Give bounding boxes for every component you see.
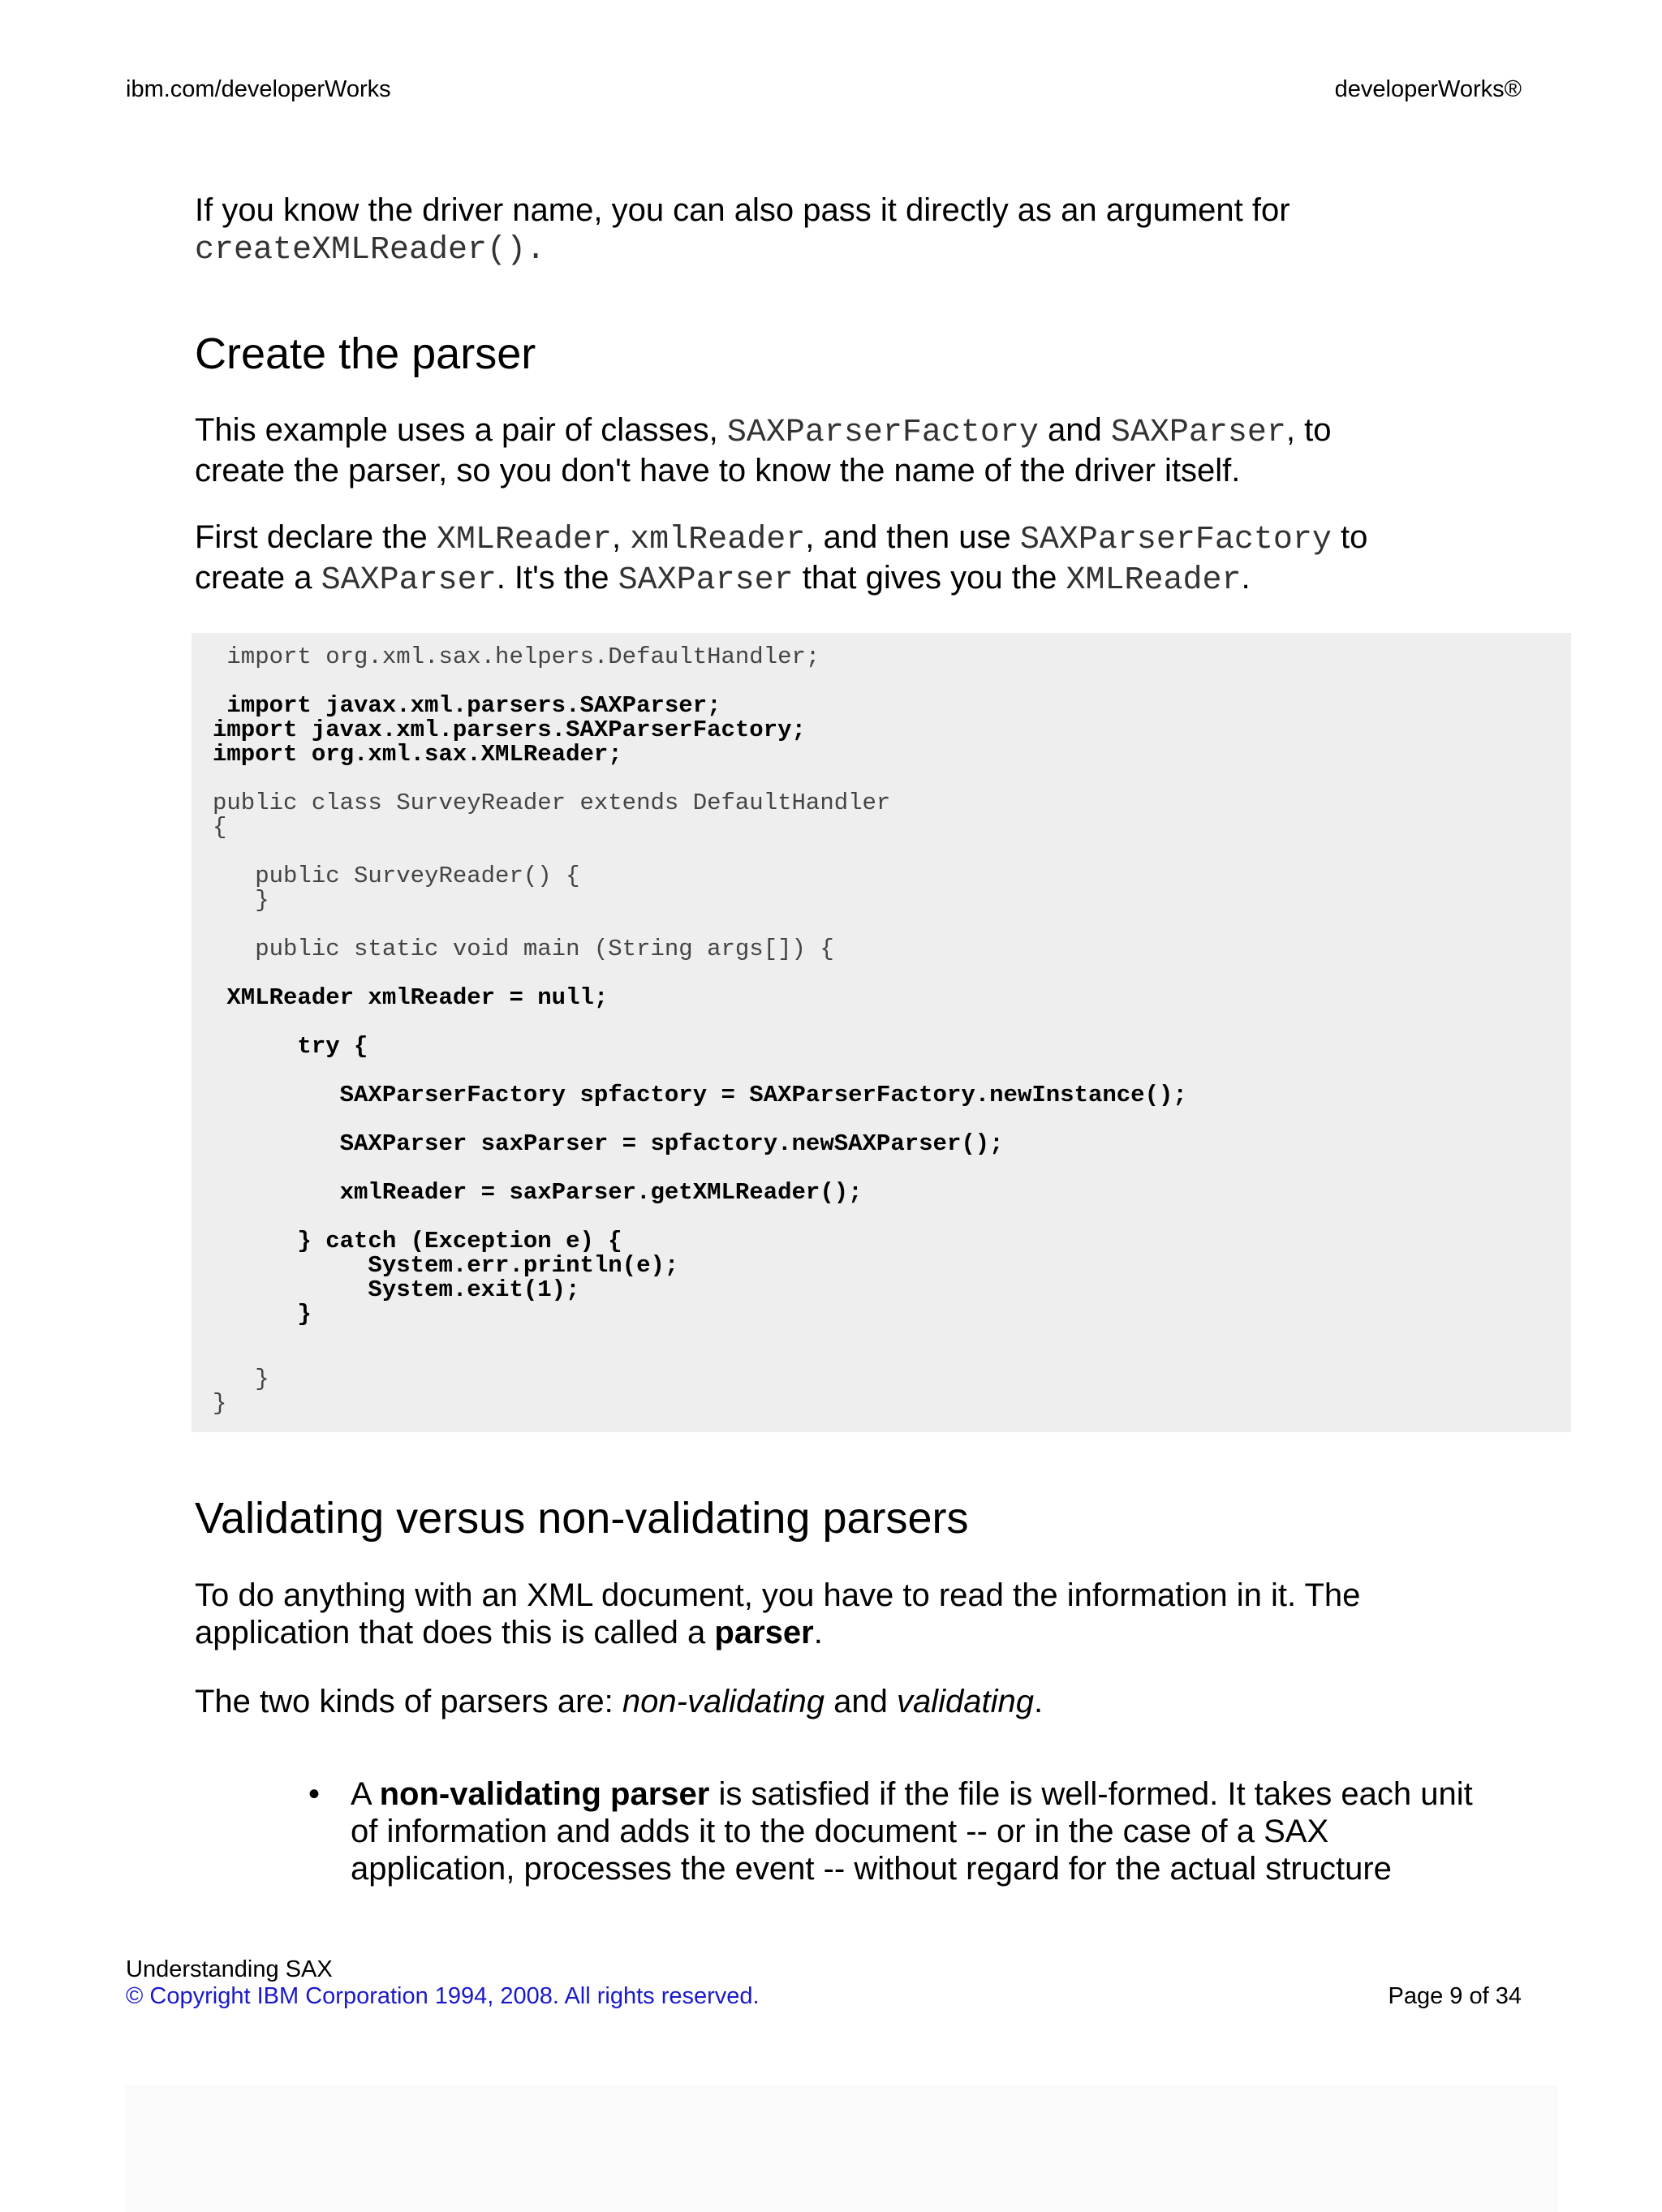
text-run: This example uses a pair of classes, — [195, 412, 727, 448]
section2-p1-wrapper — [195, 1577, 1428, 1651]
text-run: to create a — [195, 519, 1368, 596]
inline-code: SAXParser — [618, 562, 794, 599]
bold-term: non-validating parser — [379, 1776, 710, 1812]
inline-code: SAXParser — [1110, 415, 1286, 451]
text-run: , — [611, 519, 631, 555]
text-run: is satisfied if the file is well-formed. It takes each unit of information and adds it to the document -- or in the case of a SAX application, processes the event -- without regard for the actual structure — [351, 1776, 1473, 1887]
intro-code: createXMLReader(). — [195, 232, 546, 269]
code-line: } — [213, 1390, 227, 1417]
text-run: . — [813, 1615, 823, 1650]
footer-page-number: Page 9 of 34 — [1388, 1983, 1522, 2009]
code-listing — [192, 633, 1571, 1432]
parser-types-list — [308, 1775, 1477, 1887]
text-run: . — [1241, 560, 1251, 596]
italic-term: non-validating — [622, 1684, 825, 1719]
code-line: xmlReader = saxParser.getXMLReader(); — [213, 1179, 863, 1206]
bold-term: parser — [714, 1615, 814, 1650]
text-run: , and then use — [805, 519, 1020, 555]
inline-code: SAXParserFactory — [1019, 522, 1332, 558]
text-run: A — [351, 1776, 380, 1812]
code-line: } — [213, 1366, 269, 1392]
code-line: System.err.println(e); — [213, 1252, 679, 1279]
code-line: System.exit(1); — [213, 1276, 580, 1303]
text-run: . It's the — [496, 560, 618, 596]
code-line: } — [213, 887, 269, 914]
intro-text: If you know the driver name, you can also pass it directly as an argument for — [195, 192, 1290, 228]
inline-code: XMLReader — [436, 522, 612, 558]
code-line: XMLReader xmlReader = null; — [213, 984, 609, 1011]
section1-p2-wrapper — [195, 519, 1428, 600]
code-line: public SurveyReader() { — [213, 863, 580, 889]
inline-code: SAXParserFactory — [726, 415, 1039, 451]
text-run: The two kinds of parsers are: — [195, 1684, 622, 1719]
text-run: and — [1038, 412, 1111, 448]
code-line: import javax.xml.parsers.SAXParser; — [213, 692, 721, 719]
inline-code: xmlReader — [630, 522, 806, 558]
bullet-icon: • — [308, 1776, 321, 1812]
code-line: } — [213, 1301, 312, 1328]
footer-copyright-link[interactable]: © Copyright IBM Corporation 1994, 2008. All rights reserved. — [126, 1983, 760, 2009]
inline-code: SAXParser — [321, 562, 497, 599]
text-run: and — [824, 1684, 897, 1719]
intro-paragraph-wrapper — [195, 192, 1574, 269]
text-run: . — [1033, 1684, 1044, 1719]
section2-paragraph-1 — [195, 1577, 1428, 1651]
intro-paragraph — [195, 192, 1574, 269]
code-line: import org.xml.sax.helpers.DefaultHandler; — [213, 643, 820, 670]
code-line: import org.xml.sax.XMLReader; — [213, 741, 622, 768]
section2-paragraph-2 — [195, 1683, 1428, 1720]
code-line: public class SurveyReader extends DefaultHandler — [213, 790, 891, 816]
text-run: First declare the — [195, 519, 437, 555]
code-line: public static void main (String args[]) { — [213, 936, 834, 962]
code-line: SAXParser saxParser = spfactory.newSAXParser(); — [213, 1130, 1004, 1157]
text-run: that gives you the — [793, 560, 1066, 596]
section2-p2-wrapper — [195, 1683, 1428, 1720]
text-run: To do anything with an XML document, you have to read the information in it. The application that does this is called a — [195, 1577, 1361, 1650]
section2-heading: Validating versus non-validating parsers — [195, 1494, 969, 1543]
header-site-link[interactable]: ibm.com/developerWorks — [126, 76, 391, 102]
section1-p1-wrapper — [195, 411, 1428, 489]
inline-code: XMLReader — [1066, 562, 1242, 599]
section1-heading-wrapper — [195, 329, 1574, 379]
code-line: try { — [213, 1033, 368, 1060]
text-run: , to create the parser, so you don't have to know the name of the driver itself. — [195, 412, 1332, 488]
section1-paragraph-2 — [195, 519, 1428, 600]
section1-paragraph-1 — [195, 411, 1428, 489]
list-item — [308, 1775, 1477, 1887]
code-line: import javax.xml.parsers.SAXParserFactory; — [213, 717, 806, 743]
code-line: } catch (Exception e) { — [213, 1228, 622, 1254]
code-line: { — [213, 814, 227, 841]
footer-document-title: Understanding SAX — [126, 1956, 333, 1982]
italic-term: validating — [896, 1684, 1034, 1719]
section2-heading-wrapper — [195, 1493, 1574, 1543]
section1-heading: Create the parser — [195, 329, 536, 378]
code-line: SAXParserFactory spfactory = SAXParserFactory.newInstance(); — [213, 1082, 1187, 1108]
page-bottom-shade — [126, 2085, 1558, 2212]
header-brand: developerWorks® — [1334, 76, 1522, 102]
